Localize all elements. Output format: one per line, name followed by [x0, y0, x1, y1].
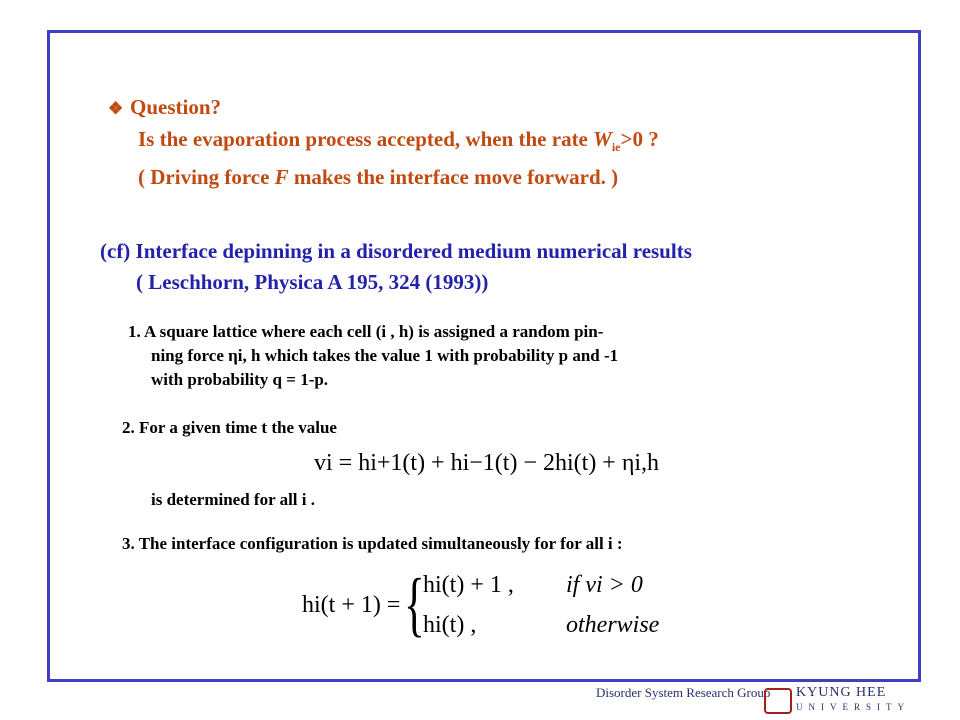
disorder-systems-logo-text: Disorder System Research Group	[596, 685, 771, 700]
question-line-1	[108, 124, 659, 162]
footer-logos	[596, 686, 926, 716]
update-case-1: hi(t) + 1 ,	[423, 572, 514, 598]
velocity-equation: vi = hi+1(t) + hi−1(t) − 2hi(t) + ηi,h	[314, 450, 660, 476]
force-symbol: F	[274, 165, 289, 190]
update-condition-2: otherwise	[566, 612, 660, 638]
kyung-hee-logo	[796, 686, 910, 714]
rate-symbol: W	[593, 127, 612, 151]
diamond-bullet-icon: ❖	[108, 99, 124, 118]
item-1-line-3: with probability q = 1-p.	[151, 370, 329, 389]
cf-line-1: (cf) Interface depinning in a disordered medium numerical results	[100, 239, 692, 263]
item-1-line-1: 1. A square lattice where each cell (i , h) is assigned a random pin-	[128, 322, 604, 341]
update-equation-lhs: hi(t + 1) =	[302, 592, 401, 618]
question-line1-text-a: Is the evaporation process accepted, when the rate	[138, 127, 594, 151]
item-1-line-2: ning force ηi, h which takes the value 1 with probability p and -1	[151, 346, 619, 365]
university-seal-icon	[764, 688, 792, 714]
cf-block	[100, 236, 692, 298]
item-2-continuation: is determined for all i .	[151, 490, 315, 509]
item-3: 3. The interface configuration is updated simultaneously for for all i :	[122, 534, 623, 553]
update-case-2: hi(t) ,	[423, 612, 477, 638]
kyung-hee-logo-university: UNIVERSITY	[796, 702, 910, 712]
question-line2-text-a: ( Driving force	[138, 165, 275, 190]
cf-reference: ( Leschhorn, Physica A 195, 324 (1993))	[136, 270, 489, 294]
question-line2-text-b: makes the interface move forward. )	[288, 165, 619, 190]
question-line1-text-b: >0 ?	[620, 127, 659, 151]
question-heading: Question?	[130, 95, 222, 119]
left-brace: {	[404, 564, 425, 644]
kyung-hee-logo-name: KYUNG HEE	[796, 685, 887, 700]
disorder-systems-logo	[596, 686, 770, 699]
question-line-2	[108, 162, 659, 192]
update-condition-1: if vi > 0	[566, 572, 643, 598]
rate-subscript: ie	[611, 140, 621, 155]
question-block	[108, 92, 659, 192]
question-heading-row	[108, 92, 659, 124]
item-2: 2. For a given time t the value	[122, 418, 337, 437]
